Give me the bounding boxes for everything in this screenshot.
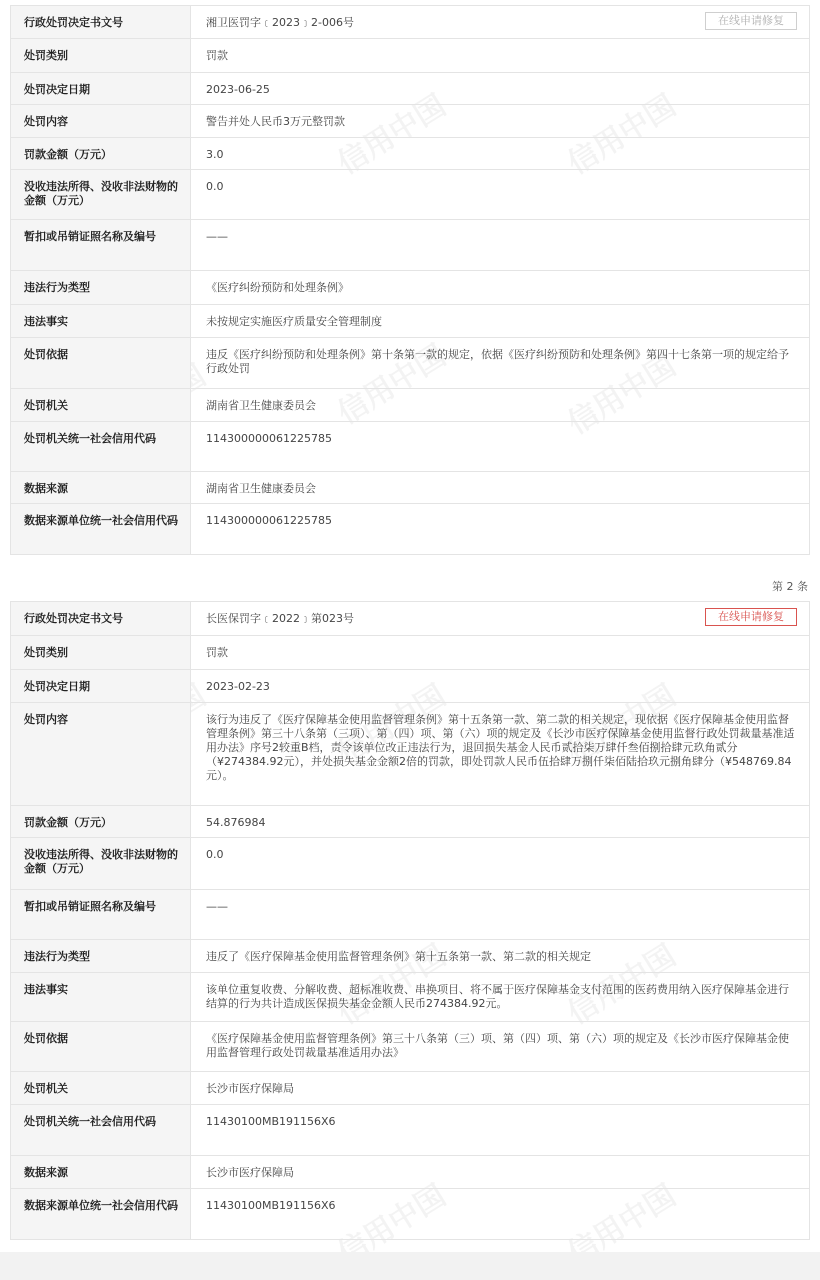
- field-label: 处罚内容: [11, 703, 191, 806]
- field-value: 湖南省卫生健康委员会: [191, 472, 810, 504]
- field-value: 长沙市医疗保障局: [191, 1156, 810, 1189]
- field-label: 处罚内容: [11, 105, 191, 138]
- field-label: 暂扣或吊销证照名称及编号: [11, 890, 191, 940]
- field-label: 数据来源: [11, 472, 191, 504]
- field-value: 11430100MB191156X6: [191, 1189, 810, 1240]
- penalty-record-2: [10, 601, 810, 1240]
- field-value: 11430100MB191156X6: [191, 1105, 810, 1156]
- row-fine-amount: [11, 806, 810, 838]
- field-label: 行政处罚决定书文号: [11, 6, 191, 39]
- field-label: 违法行为类型: [11, 271, 191, 305]
- field-value: 警告并处人民币3万元整罚款: [191, 105, 810, 138]
- field-value: ——: [191, 890, 810, 940]
- row-penalty-basis: [11, 338, 810, 389]
- field-value: ——: [191, 220, 810, 271]
- field-value: 114300000061225785: [191, 504, 810, 555]
- row-data-source: [11, 472, 810, 504]
- row-decision-number: [11, 602, 810, 636]
- row-penalty-category: [11, 39, 810, 73]
- field-label: 处罚依据: [11, 1022, 191, 1072]
- row-penalty-basis: [11, 1022, 810, 1072]
- field-value: 2023-06-25: [191, 73, 810, 105]
- row-fine-amount: [11, 138, 810, 170]
- field-value: 长沙市医疗保障局: [191, 1072, 810, 1105]
- row-confiscation-amount: [11, 170, 810, 220]
- field-label: 没收违法所得、没收非法财物的金额（万元）: [11, 170, 191, 220]
- field-value: 114300000061225785: [191, 422, 810, 472]
- field-value: 未按规定实施医疗质量安全管理制度: [191, 305, 810, 338]
- row-penalty-authority: [11, 1072, 810, 1105]
- field-label: 罚款金额（万元）: [11, 806, 191, 838]
- field-value: 违反了《医疗保障基金使用监督管理条例》第十五条第一款、第二款的相关规定: [191, 940, 810, 973]
- row-source-credit-code: [11, 504, 810, 555]
- field-value: 2023-02-23: [191, 670, 810, 703]
- row-penalty-content: [11, 105, 810, 138]
- field-label: 没收违法所得、没收非法财物的金额（万元）: [11, 838, 191, 890]
- field-value: 《医疗纠纷预防和处理条例》: [191, 271, 810, 305]
- row-violation-type: [11, 271, 810, 305]
- field-label: 处罚机关统一社会信用代码: [11, 422, 191, 472]
- row-violation-type: [11, 940, 810, 973]
- row-penalty-content: [11, 703, 810, 806]
- row-confiscation-amount: [11, 838, 810, 890]
- field-value: 《医疗保障基金使用监督管理条例》第三十八条第（三）项、第（四）项、第（六）项的规定及《长沙市医疗保障基金使用监督管理行政处罚裁量基准适用办法》: [191, 1022, 810, 1072]
- field-label: 违法行为类型: [11, 940, 191, 973]
- row-decision-date: [11, 73, 810, 105]
- field-label: 处罚决定日期: [11, 670, 191, 703]
- field-label: 处罚依据: [11, 338, 191, 389]
- field-label: 罚款金额（万元）: [11, 138, 191, 170]
- row-violation-facts: [11, 305, 810, 338]
- field-label: 处罚决定日期: [11, 73, 191, 105]
- field-value: 罚款: [191, 39, 810, 73]
- field-label: 数据来源单位统一社会信用代码: [11, 504, 191, 555]
- field-label: 处罚机关: [11, 1072, 191, 1105]
- field-value: 该行为违反了《医疗保障基金使用监督管理条例》第十五条第一款、第二款的相关规定，现依据《医疗保障基金使用监督管理条例》第三十八条第（三项）、第（四）项、第（六）项的规定及《长沙市医疗保障基金使用监督行政处罚裁量基准适用办法》序号2较重B档，责令该单位改正违法行为，退回损失基金人民币贰拾柒万肆仟叁佰捌拾肆元玖角贰分（¥274384.92元），并处损失基金金额2倍的罚款，即处罚款人民币伍拾肆万捌仟柒佰陆拾玖元捌角肆分（¥548769.84元）。: [191, 703, 810, 806]
- field-label: 处罚类别: [11, 636, 191, 670]
- field-value: 3.0: [191, 138, 810, 170]
- field-label: 违法事实: [11, 305, 191, 338]
- field-value: 0.0: [191, 170, 810, 220]
- row-penalty-category: [11, 636, 810, 670]
- penalty-record-1: [10, 5, 810, 555]
- field-label: 处罚类别: [11, 39, 191, 73]
- field-label: 处罚机关统一社会信用代码: [11, 1105, 191, 1156]
- row-license-revocation: [11, 890, 810, 940]
- field-value: 违反《医疗纠纷预防和处理条例》第十条第一款的规定，依据《医疗纠纷预防和处理条例》第四十七条第一项的规定给予行政处罚: [191, 338, 810, 389]
- field-value: 长医保罚字﹝2022﹞第023号 在线申请修复: [191, 602, 810, 636]
- row-source-credit-code: [11, 1189, 810, 1240]
- field-value: 湘卫医罚字﹝2023﹞2-006号 在线申请修复: [191, 6, 810, 39]
- row-decision-date: [11, 670, 810, 703]
- row-penalty-authority: [11, 389, 810, 422]
- field-value: 湖南省卫生健康委员会: [191, 389, 810, 422]
- row-data-source: [11, 1156, 810, 1189]
- field-value: 54.876984: [191, 806, 810, 838]
- row-authority-credit-code: [11, 1105, 810, 1156]
- field-label: 数据来源: [11, 1156, 191, 1189]
- row-authority-credit-code: [11, 422, 810, 472]
- row-violation-facts: [11, 973, 810, 1022]
- online-repair-button[interactable]: 在线申请修复: [705, 12, 797, 30]
- field-label: 行政处罚决定书文号: [11, 602, 191, 636]
- field-value: 该单位重复收费、分解收费、超标准收费、串换项目、将不属于医疗保障基金支付范围的医药费用纳入医疗保障基金进行结算的行为共计造成医保损失基金金额人民币274384.92元。: [191, 973, 810, 1022]
- bottom-bar: [0, 1252, 820, 1280]
- field-label: 数据来源单位统一社会信用代码: [11, 1189, 191, 1240]
- field-value: 罚款: [191, 636, 810, 670]
- field-label: 违法事实: [11, 973, 191, 1022]
- record-index-label: 第 2 条: [772, 580, 808, 593]
- row-decision-number: [11, 6, 810, 39]
- field-label: 处罚机关: [11, 389, 191, 422]
- row-license-revocation: [11, 220, 810, 271]
- field-value: 0.0: [191, 838, 810, 890]
- field-label: 暂扣或吊销证照名称及编号: [11, 220, 191, 271]
- online-repair-button[interactable]: 在线申请修复: [705, 608, 797, 626]
